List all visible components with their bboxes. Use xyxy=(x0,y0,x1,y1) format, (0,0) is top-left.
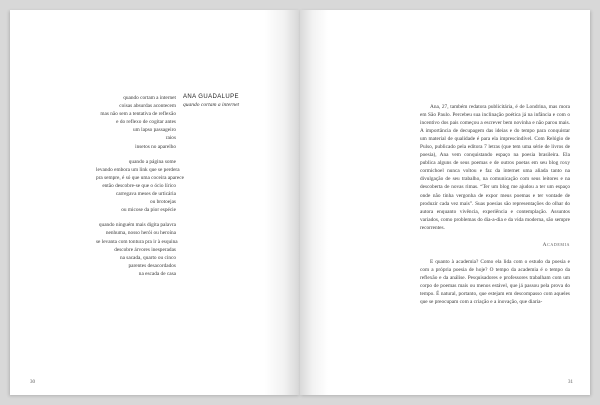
poem-line: então descobre-se que o ócio lírico xyxy=(102,182,176,189)
poem-line: se levanta com tontura pra ir à esquina xyxy=(96,238,178,245)
poem-line: quando a página some xyxy=(128,158,176,165)
poem-line: levando embora um link que se perdera xyxy=(96,166,180,173)
gutter-shadow xyxy=(264,10,300,395)
poem-line: parentes desacordados xyxy=(128,262,176,269)
poem-line: na escada de casa xyxy=(138,270,176,277)
poem-line: na sacada, quarto ou cinco xyxy=(119,254,176,261)
poem-line: coisas absurdas acontecem xyxy=(119,103,176,110)
poem-stanza xyxy=(96,221,176,278)
article-body xyxy=(420,103,570,306)
poem xyxy=(96,94,184,285)
author-name: ANA GUADALUPE xyxy=(183,94,239,100)
poem-line: ou brotoejas xyxy=(149,199,176,206)
left-page xyxy=(10,10,300,395)
poem-stanza xyxy=(96,94,176,151)
poem-line: quando cortam a internet xyxy=(123,95,176,101)
poem-line: ou micose da pior espécie xyxy=(121,207,176,214)
poem-attribution xyxy=(183,93,283,109)
page-number-right: 31 xyxy=(568,380,573,385)
poem-line: raios xyxy=(165,135,176,142)
poem-stanza xyxy=(96,158,184,215)
poem-line: nenhuma, nosso herói ou heroína xyxy=(105,230,176,237)
poem-line: quando ninguém mais digita palavra xyxy=(98,222,176,229)
poem-line: mas não sem a tentativa de reflexão xyxy=(100,111,176,118)
poem-line: descobre árvores inesperadas xyxy=(114,246,176,253)
gutter-shadow xyxy=(300,10,328,395)
section-heading: Academia xyxy=(542,241,570,248)
page-number-left: 30 xyxy=(30,380,35,385)
poem-line: um lapso passageiro xyxy=(133,127,176,134)
paragraph: Ana, 27, também redatora publicitária, é de Londrina, mas mora em São Paulo. Percebeu sua inclinação poética já na infância e com o incentivo dos pais começou a escrever bem novinha e não parou mais. A importância de decupagem das ideias e do tempo para conquistar um material de qualidade é para ela imprescindível. Com Relógio de Pulso, publicado pela editora 7 letras (que tem uma série de livros de poesia), Ana vem conquistando espaço na poesia brasileira. Ela publica alguns de seus poemas e de outros poetas em seu blog roxy cormichoel nunca voltou e faz da internet uma aliada tanto na divulgação de seu trabalho, na comunicação com seus leitores e na descoberta de novas rimas. “Ter um blog me ajudou a ter um espaço onde não tinha vergonha de expor meus poemas e ter vontade de produzir cada vez mais”. Suas poesias são representações do olhar do autora enquanto vivência, experiência e contemplação. Assuntos variados, como problemas do dia-a-dia e da vida moderna, são sempre recorrentes. xyxy=(420,104,570,231)
paragraph: E quanto à academia? Como ela lida com o estudo da poesia e com a própria poesia de hoje? O tempo da academia é o tempo da reflexão e da análise. Pesquisadores e professores trabalham com um corpo de poemas mais ou menos estável, que já passou pela prova do tempo. É natural, portanto, que estejam em descompasso com aqueles que se preocupam com a criação e a inovação, que diaria- xyxy=(420,258,570,306)
poem-title: quando cortam a internet xyxy=(183,102,240,108)
poem-line: carregava meses de urticária xyxy=(115,191,176,198)
right-page xyxy=(300,10,590,395)
poem-line: pra sempre, é só que uma coceira aparece xyxy=(96,174,184,181)
poem-line: insetos no aparelho xyxy=(135,143,176,150)
poem-line: e do reflexo de cogitar antes xyxy=(116,119,176,126)
